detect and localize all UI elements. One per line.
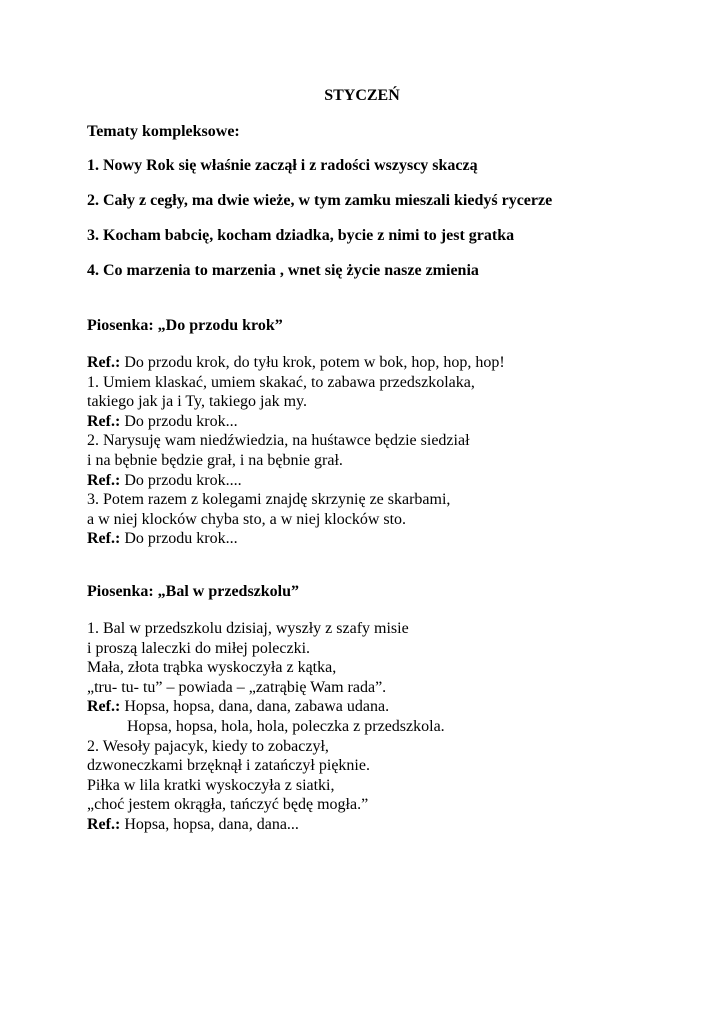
song1-heading: Piosenka: „Do przodu krok” <box>87 317 283 334</box>
song2-line <box>87 658 336 678</box>
topic-4: 4. Co marzenia to marzenia , wnet się życie nasze zmienia <box>87 262 479 279</box>
song1-line <box>87 392 307 412</box>
song2-line <box>87 697 389 717</box>
song2-line <box>127 717 445 737</box>
song1-line <box>87 471 242 491</box>
lyric-text: Hopsa, hopsa, dana, dana, zabawa udana. <box>120 698 390 716</box>
lyric-text: Do przodu krok... <box>120 412 238 430</box>
song2-line <box>87 619 409 639</box>
lyric-text: takiego jak ja i Ty, takiego jak my. <box>87 393 308 411</box>
song2-heading: Piosenka: „Bal w przedszkolu” <box>87 583 300 600</box>
lyric-text: Do przodu krok, do tyłu krok, potem w bok, hop, hop, hop! <box>120 354 505 371</box>
lyric-text: a w niej klocków chyba sto, a w niej klocków sto. <box>87 510 407 528</box>
lyric-text: 3. Potem razem z kolegami znajdę skrzynię ze skarbami, <box>87 491 451 509</box>
refrain-label: Ref.: <box>87 698 121 716</box>
lyric-text: dzwoneczkami brzęknął i zatańczył pięknie. <box>87 757 370 775</box>
lyric-text: Piłka w lila kratki wyskoczyła z siatki, <box>87 776 335 794</box>
song2-line <box>87 639 310 659</box>
song2-line <box>87 795 368 815</box>
lyric-text: Hopsa, hopsa, hola, hola, poleczka z przedszkola. <box>127 718 445 735</box>
topic-1: 1. Nowy Rok się właśnie zaczął i z radości wszyscy skaczą <box>87 157 478 174</box>
song2-line <box>87 776 335 796</box>
lyric-text: Mała, złota trąbka wyskoczyła z kątka, <box>87 659 337 677</box>
lyric-text: i proszą laleczki do miłej poleczki. <box>87 639 311 657</box>
song2-line <box>87 756 370 776</box>
refrain-label: Ref.: <box>87 530 121 548</box>
lyric-text: Do przodu krok.... <box>120 471 242 489</box>
refrain-label: Ref.: <box>87 412 121 430</box>
lyric-text: 2. Wesoły pajacyk, kiedy to zobaczył, <box>87 737 329 755</box>
song2-line <box>87 815 299 835</box>
song1-line <box>87 451 343 471</box>
lyric-text: 2. Narysuję wam niedźwiedzia, na huśtawce będzie siedział <box>87 432 470 450</box>
lyric-text: „tru- tu- tu” – powiada – „zatrąbię Wam rada”. <box>87 678 387 696</box>
refrain-label: Ref.: <box>87 354 121 371</box>
lyric-text: „choć jestem okrągła, tańczyć będę mogła.” <box>87 796 369 814</box>
song1-line <box>87 412 238 432</box>
topics-heading: Tematy kompleksowe: <box>87 123 240 140</box>
lyric-text: Hopsa, hopsa, dana, dana... <box>120 816 299 833</box>
song1-line <box>87 510 406 530</box>
song1-line <box>87 431 470 451</box>
topic-2: 2. Cały z cegły, ma dwie wieże, w tym zamku mieszali kiedyś rycerze <box>87 192 553 209</box>
lyric-text: 1. Bal w przedszkolu dzisiaj, wyszły z szafy misie <box>87 620 409 637</box>
song2-line <box>87 678 386 698</box>
song1-line <box>87 373 475 393</box>
song1-line <box>87 490 450 510</box>
lyric-text: Do przodu krok... <box>120 530 238 548</box>
song1-line <box>87 529 238 549</box>
lyric-text: i na bębnie będzie grał, i na bębnie grał. <box>87 452 343 469</box>
lyric-text: 1. Umiem klaskać, umiem skakać, to zabawa przedszkolaka, <box>87 373 475 391</box>
page-title: STYCZEŃ <box>324 87 400 104</box>
topic-3: 3. Kocham babcię, kocham dziadka, bycie z nimi to jest gratka <box>87 227 515 244</box>
song1-line <box>87 353 505 373</box>
refrain-label: Ref.: <box>87 816 121 833</box>
refrain-label: Ref.: <box>87 471 121 489</box>
song2-line <box>87 737 329 757</box>
